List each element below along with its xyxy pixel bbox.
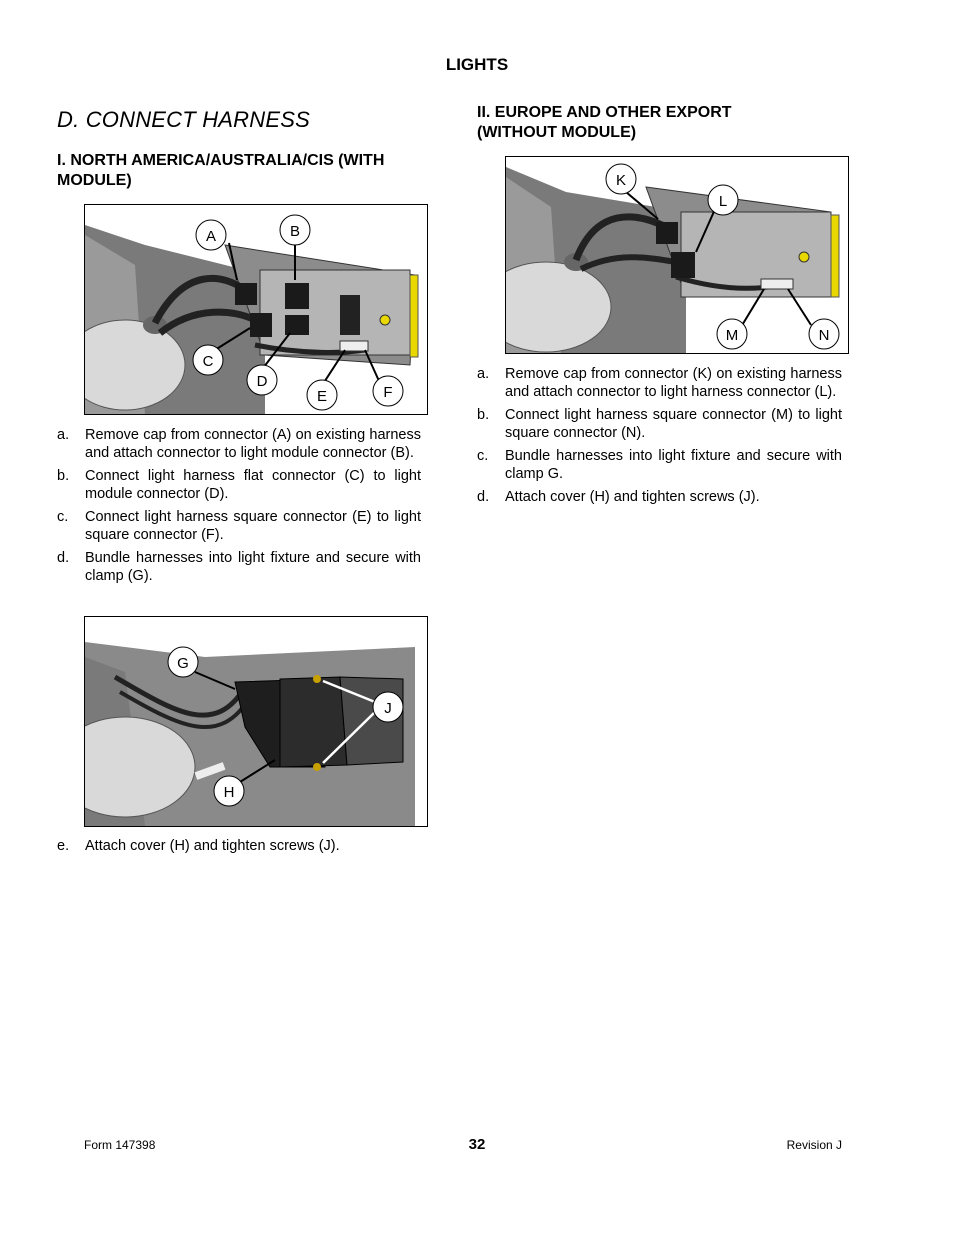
part1-step-e [57,837,421,860]
callout-d [247,365,277,395]
footer-form-number: Form 147398 [84,1138,156,1152]
callout-c-label: C [202,353,214,370]
callout-j [373,692,403,722]
step-item [477,447,842,483]
step-item [477,406,842,442]
callout-g-label: G [177,655,189,672]
step-letter: d. [477,489,490,505]
part1-heading: I. NORTH AMERICA/AUSTRALIA/CIS (WITH MODULE) [57,152,385,189]
step-item [57,426,421,462]
callout-l-label: L [718,193,728,210]
part2-steps [477,365,842,511]
step-letter: b. [57,468,70,484]
callout-b [280,215,310,245]
step-text: Attach cover (H) and tighten screws (J). [85,838,340,854]
figure-without-module [505,156,849,354]
callout-c [193,345,223,375]
callout-m [717,319,747,349]
step-text: Remove cap from connector (A) on existing harness and attach connector to light module connector (B). [85,427,421,461]
step-letter: e. [57,838,70,854]
callout-a-label: A [205,228,217,245]
callout-h-label: H [223,784,235,801]
step-item [57,837,421,855]
callout-n-label: N [818,327,830,344]
step-text: Connect light harness flat connector (C) to light module connector (D). [85,468,421,502]
step-letter: a. [477,366,490,382]
step-letter: c. [477,448,489,464]
callout-k [606,164,636,194]
step-item [57,508,421,544]
callout-g [168,647,198,677]
step-letter: a. [57,427,70,443]
figure-with-module [84,204,428,415]
step-text: Connect light harness square connector (M) to light square connector (N). [505,407,842,441]
section-title: D. CONNECT HARNESS [57,107,310,132]
callout-a [196,220,226,250]
callout-e [307,380,337,410]
step-item [477,488,842,506]
callout-j-label: J [384,700,392,717]
step-text: Bundle harnesses into light fixture and secure with clamp G. [505,448,842,482]
page-header: LIGHTS [445,55,509,74]
callout-h [214,776,244,806]
part1-steps [57,426,421,590]
callout-n [809,319,839,349]
callout-d-label: D [256,373,268,390]
callout-l [708,185,738,215]
step-text: Bundle harnesses into light fixture and secure with clamp (G). [85,550,421,584]
callout-f [373,376,403,406]
callout-b-label: B [289,223,301,240]
step-item [57,549,421,585]
step-letter: c. [57,509,69,525]
footer-revision: Revision J [786,1138,842,1152]
callout-k-label: K [615,172,627,189]
callout-e-label: E [316,388,328,405]
step-item [57,467,421,503]
figure-cover [84,616,428,827]
part2-heading: II. EUROPE AND OTHER EXPORT (WITHOUT MODULE) [477,104,732,141]
step-item [477,365,842,401]
step-text: Connect light harness square connector (E) to light square connector (F). [85,509,421,543]
step-text: Remove cap from connector (K) on existing harness and attach connector to light harness connector (L). [505,366,842,400]
page-number: 32 [468,1136,486,1153]
callout-f-label: F [383,384,393,401]
step-letter: b. [477,407,490,423]
step-text: Attach cover (H) and tighten screws (J). [505,489,760,505]
step-letter: d. [57,550,70,566]
callout-m-label: M [725,327,739,344]
